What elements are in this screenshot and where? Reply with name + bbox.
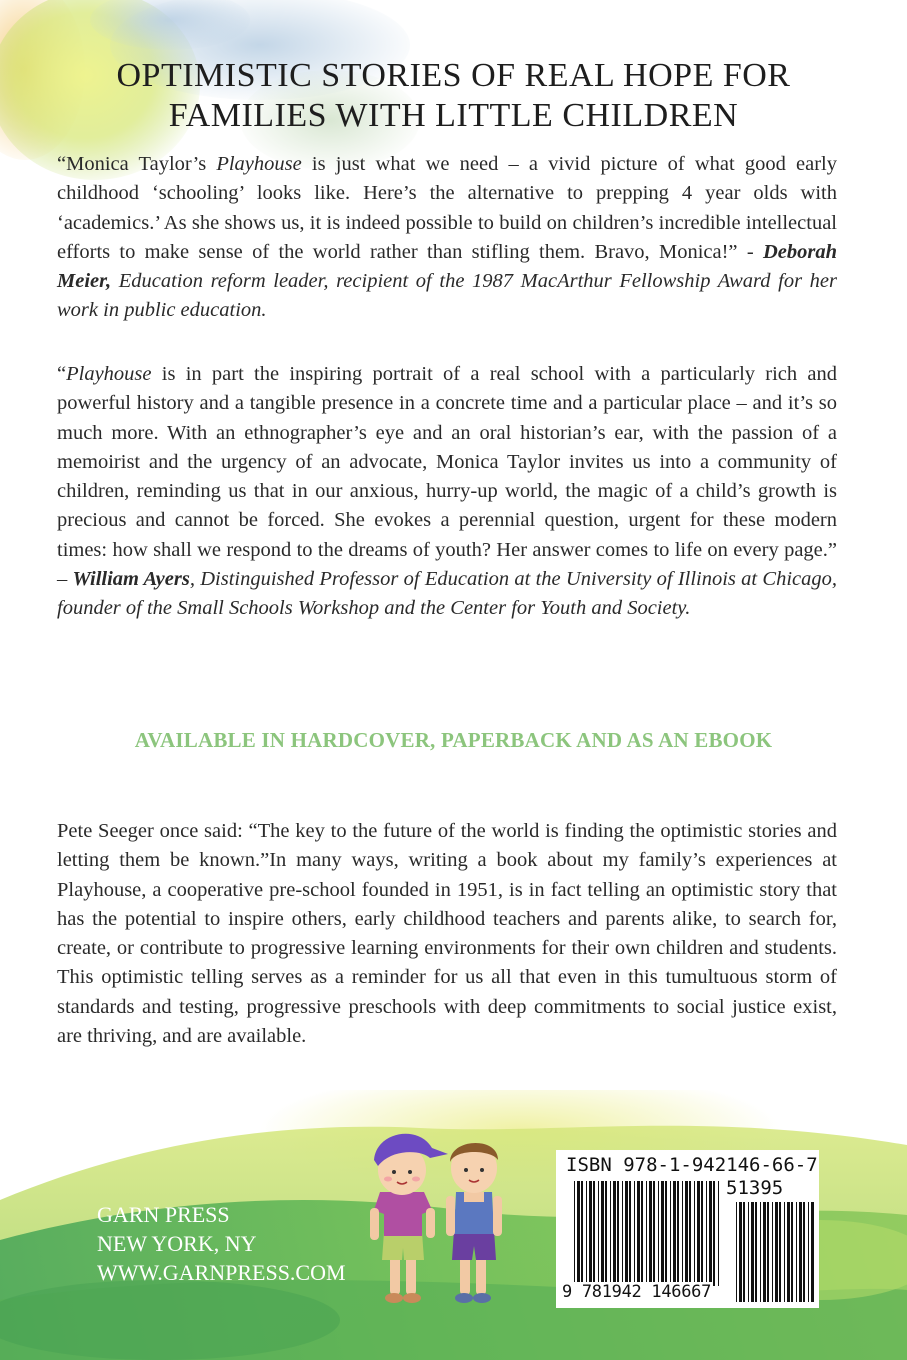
quote-2-text: is in part the inspiring portrait of a real school with a particularly rich and powerful history and a tangible presence in a concrete time and a particular place – and it’s so much more. With an ethnographer’s eye and an oral historian’s ear, with the passion of a memoirist and the urgency of an advocate, Monica Taylor invites us into a community of children, reminding us that in our anxious, hurry-up world, the magic of a child’s growth is precious and cannot be forced. She evokes a perennial question, urgent for these modern times: how shall we respond to the dreams of youth? Her answer comes to life on every page.” – [57,363,837,591]
ean-bars [572,1181,722,1286]
endorsement-quote-2 [57,360,837,624]
publisher-info [97,1200,346,1287]
children-illustration [352,1110,522,1310]
headline-line-1: OPTIMISTIC STORIES OF REAL HOPE FOR [116,57,791,94]
availability-heading: AVAILABLE IN HARDCOVER, PAPERBACK AND AS AN EBOOK [134,728,773,752]
quote-1-text: is just what we need – a vivid picture of what good early childhood ‘schooling’ looks like. Here’s the alternative to prepping 4 year olds with ‘academics.’ As she shows us, it is indeed possible to build on children’s incredible intellectual efforts to make sense of the world rather than stifling them. Bravo, Monica!” - [57,153,838,263]
quote-2-credentials: , Distinguished Professor of Education at the University of Illinois at Chicago, founder of the Small Schools Workshop and the Center for Youth and Society. [57,568,837,620]
quote-1-author: Deborah Meier, [57,240,837,293]
isbn-text: ISBN 978-1-942146-66-7 [566,1154,818,1176]
isbn-barcode [556,1150,819,1308]
publisher-city: NEW YORK, NY [97,1231,257,1256]
publisher-name: GARN PRESS [97,1202,230,1227]
book-description-text: Pete Seeger once said: “The key to the future of the world is finding the optimistic stories and letting them be known.”In many ways, writing a book about my family’s experiences at Playhouse, a cooperative pre-school founded in 1951, is in fact telling an optimistic story that has the potential to inspire others, early childhood teachers and parents alike, to search for, create, or contribute to progressive learning environments for their own children and students. This optimistic telling serves as a reminder for us all that even in this tumultuous storm of standards and testing, progressive preschools with deep commitments to social justice exist, are thriving, and are available. [57,820,837,1048]
quote-1-credentials: Education reform leader, recipient of the 1987 MacArthur Fellowship Award for her work in public education. [57,270,837,322]
addon-bars [734,1202,814,1302]
quote-1-open: “Monica Taylor’s [57,153,217,175]
headline [40,56,867,136]
ean-digits: 9 781942 146667 [562,1282,712,1302]
quote-1-book-title: Playhouse [216,153,302,175]
endorsement-quote-1 [57,150,837,326]
book-description [57,817,837,1051]
price-code: 51395 [726,1177,784,1199]
headline-line-2: FAMILIES WITH LITTLE CHILDREN [168,97,739,134]
quote-2-book-title: Playhouse [66,363,152,385]
publisher-website: WWW.GARNPRESS.COM [97,1260,346,1285]
quote-2-author: William Ayers [72,568,190,591]
quote-2-open: “ [57,363,67,385]
